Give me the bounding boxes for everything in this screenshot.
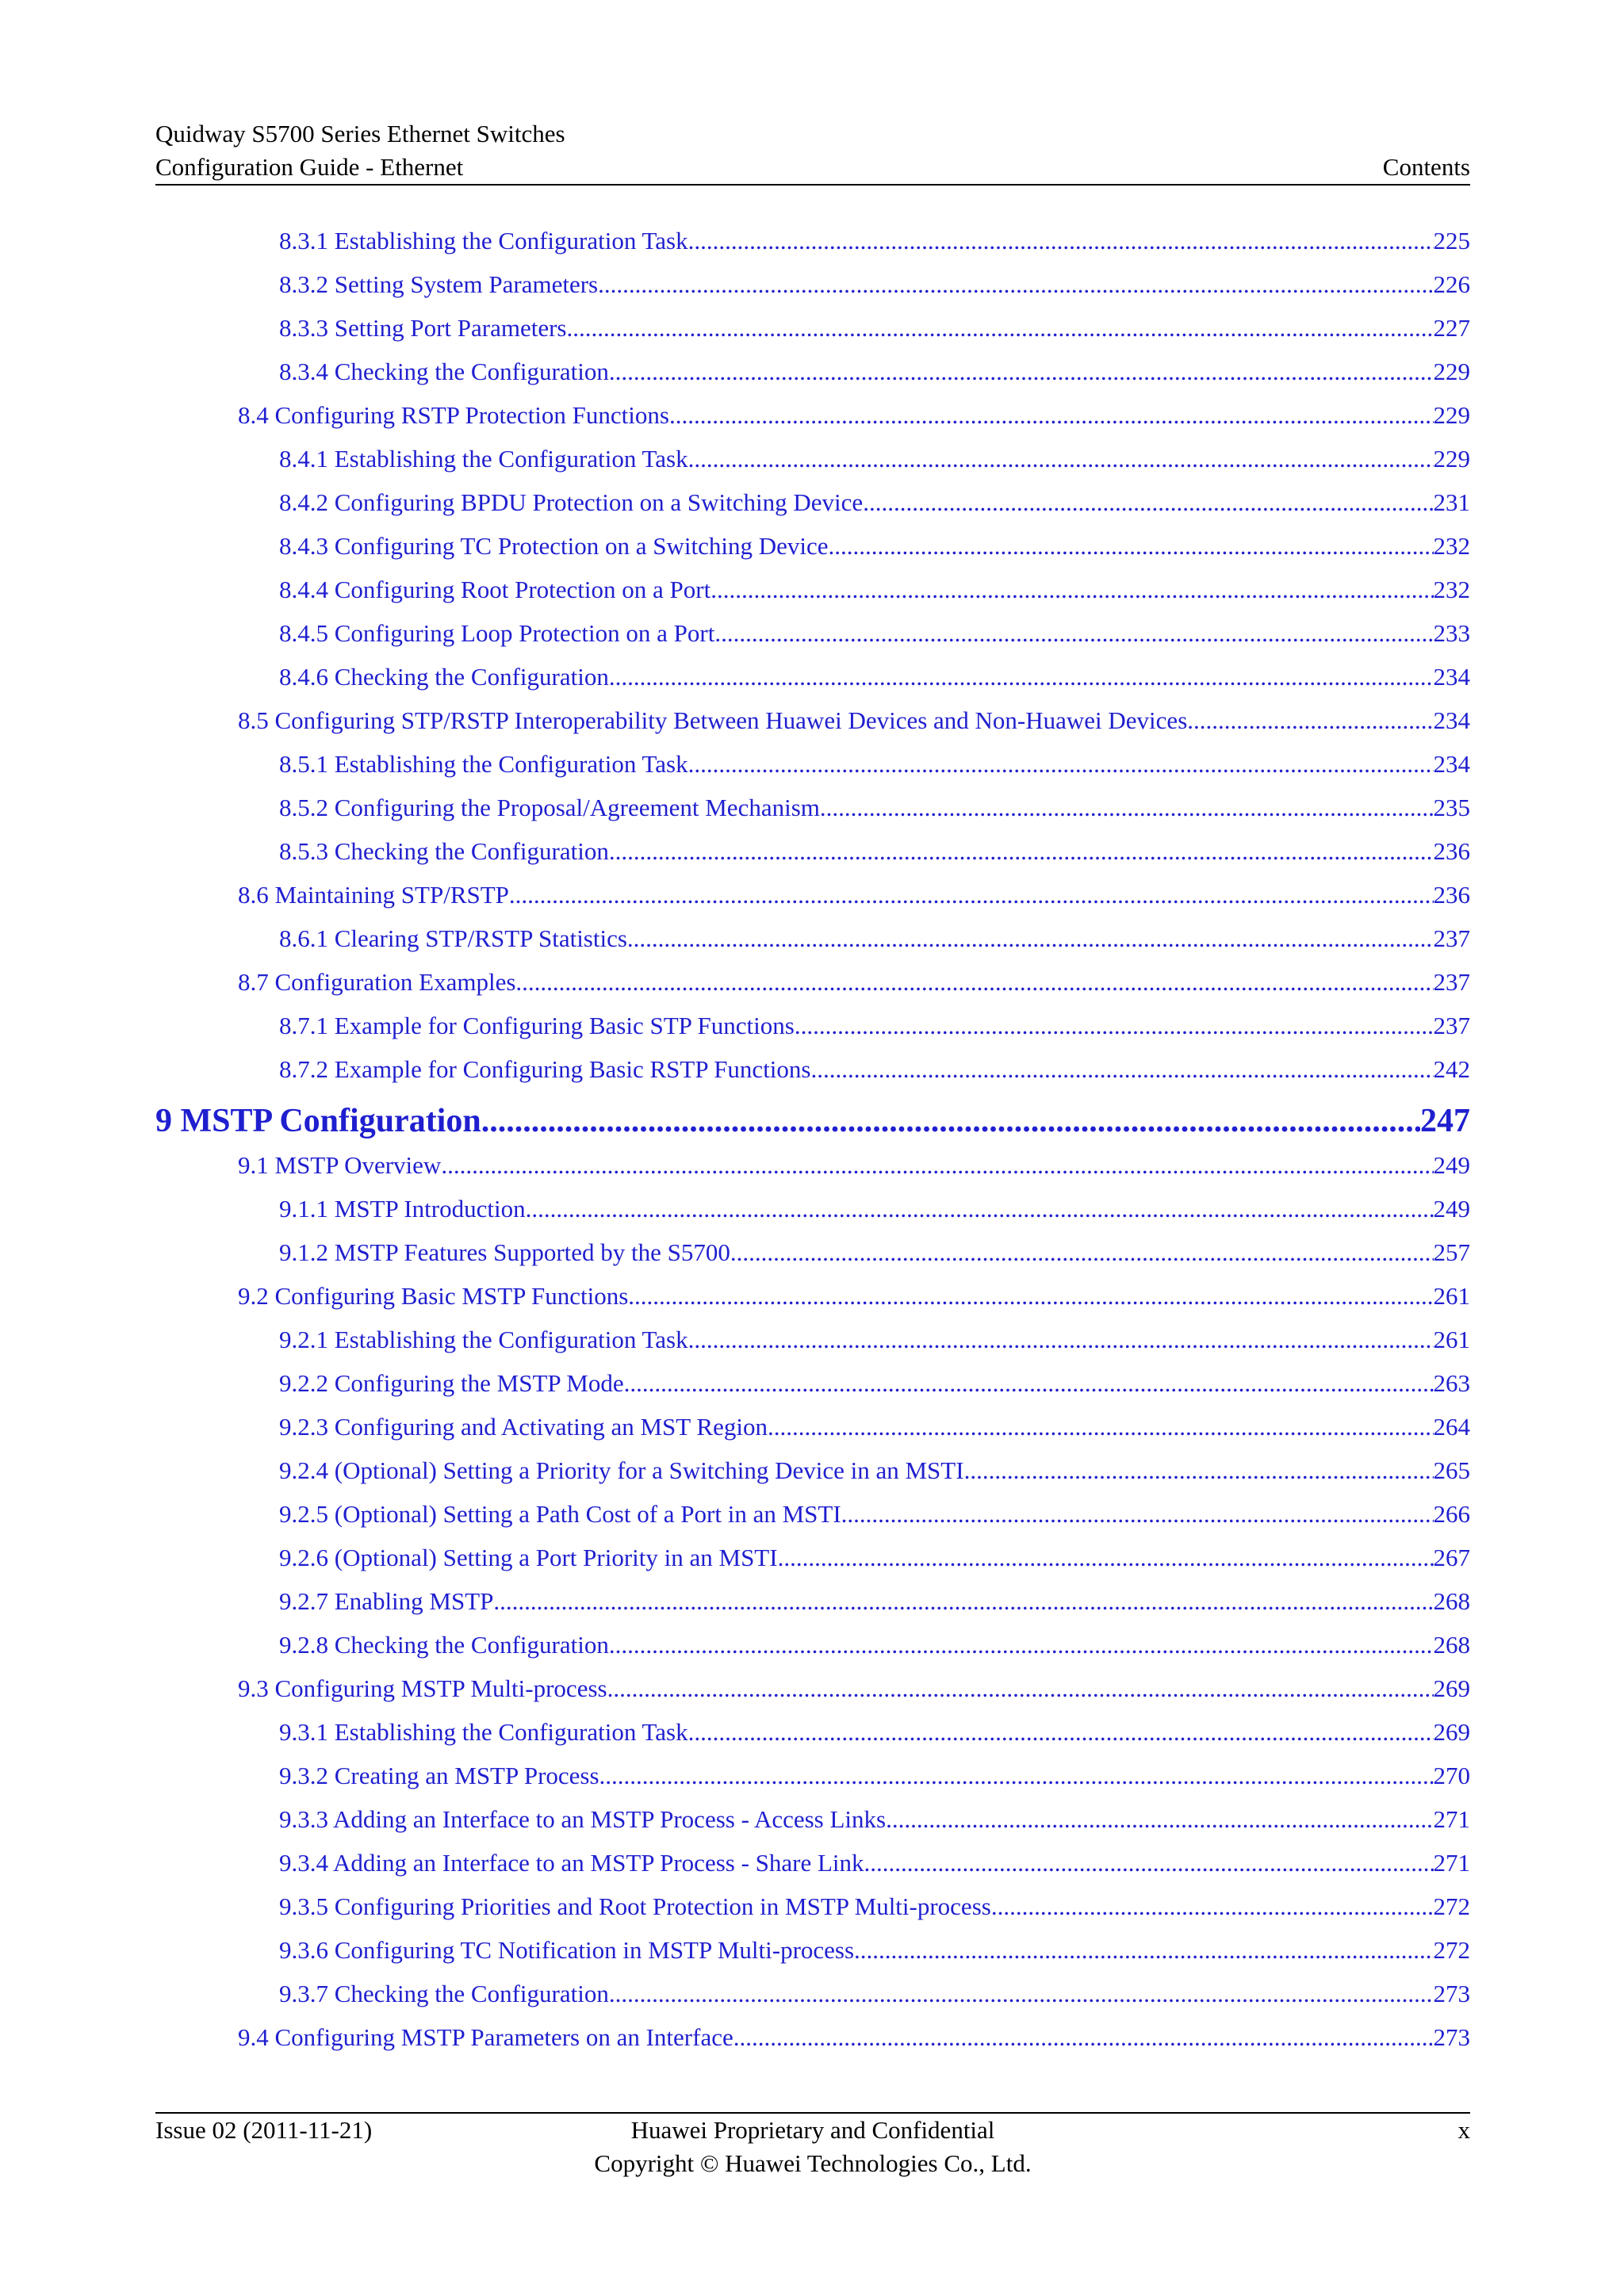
toc-entry-title: 8.4 Configuring RSTP Protection Functions [238, 401, 669, 429]
toc-entry-link[interactable] [155, 532, 1470, 576]
toc-entry-link[interactable] [155, 401, 1470, 445]
dot-leader [599, 1762, 1434, 1790]
dot-leader [810, 1055, 1433, 1084]
toc-entry-title: 8.3.2 Setting System Parameters [279, 270, 599, 298]
toc-entry-link[interactable] [155, 358, 1470, 401]
toc-entry-page: 234 [1433, 750, 1470, 778]
toc-entry-title: 8.6 Maintaining STP/RSTP [238, 881, 509, 909]
toc-entry-page: 231 [1433, 488, 1470, 516]
dot-leader [669, 401, 1434, 430]
dot-leader [493, 1587, 1433, 1616]
toc-entry-page: 237 [1433, 968, 1470, 996]
toc-entry-page: 229 [1433, 358, 1470, 385]
toc-entry-title: 9.2.3 Configuring and Activating an MST Region [279, 1413, 768, 1441]
toc-entry-title: 8.3.4 Checking the Configuration [279, 358, 609, 385]
dot-leader [768, 1413, 1434, 1441]
dot-leader [964, 1456, 1434, 1485]
dot-leader [886, 1805, 1433, 1834]
dot-leader [609, 663, 1434, 691]
toc-entry-title: 9.1 MSTP Overview [238, 1151, 442, 1179]
toc-entry-title: 9.3.5 Configuring Priorities and Root Protection in MSTP Multi-process [279, 1892, 991, 1920]
toc-entry-page: 273 [1433, 1980, 1470, 2007]
toc-entry-link[interactable] [155, 706, 1470, 750]
toc-entry-title: 8.3.1 Establishing the Configuration Task [279, 227, 688, 254]
toc-entry-page: 261 [1433, 1326, 1470, 1353]
toc-entry-link[interactable] [155, 1849, 1470, 1892]
toc-entry-title: 9.3.6 Configuring TC Notification in MSTP Multi-process [279, 1936, 855, 1964]
page-number: x [1457, 2116, 1470, 2144]
dot-leader [778, 1544, 1434, 1572]
dot-leader [609, 358, 1434, 386]
toc-entry-link[interactable] [155, 2023, 1470, 2067]
dot-leader [624, 1369, 1434, 1398]
toc-entry-page: 271 [1433, 1805, 1470, 1833]
section-label: Contents [1382, 153, 1470, 181]
dot-leader [841, 1500, 1434, 1529]
toc-entry-page: 268 [1433, 1631, 1470, 1659]
toc-entry-page: 236 [1433, 881, 1470, 909]
toc-entry-link[interactable] [155, 1238, 1470, 1282]
toc-entry-page: 237 [1433, 1012, 1470, 1039]
toc-entry-title: 8.4.1 Establishing the Configuration Task [279, 445, 688, 473]
toc-entry-title: 8.5 Configuring STP/RSTP Interoperability Between Huawei Devices and Non-Huawei Devices [238, 706, 1188, 734]
toc-entry-link[interactable] [155, 1631, 1470, 1674]
header-row [155, 151, 1470, 184]
toc-entry-page: 271 [1433, 1849, 1470, 1877]
toc-entry-title: 9.2.7 Enabling MSTP [279, 1587, 494, 1615]
toc-entry-title: 8.7 Configuration Examples [238, 968, 516, 996]
toc-entry-page: 227 [1433, 314, 1470, 342]
toc-entry-link[interactable] [155, 1674, 1470, 1718]
toc-entry-title: 8.7.1 Example for Configuring Basic STP Functions [279, 1012, 795, 1039]
toc-chapter-link[interactable] [155, 1099, 1470, 1151]
dot-leader [441, 1151, 1433, 1180]
toc-entry-page: 247 [1420, 1103, 1470, 1139]
dot-leader [566, 314, 1433, 342]
dot-leader [481, 1102, 1420, 1140]
toc-entry-page: 249 [1433, 1151, 1470, 1179]
toc-entry-link[interactable] [155, 1936, 1470, 1980]
toc-entry-page: 266 [1433, 1500, 1470, 1528]
toc-entry-page: 269 [1433, 1718, 1470, 1746]
toc-entry-page: 234 [1433, 706, 1470, 734]
toc-entry-link[interactable] [155, 270, 1470, 314]
toc-entry-title: 9.1.2 MSTP Features Supported by the S5700 [279, 1238, 730, 1266]
toc-entry-link[interactable] [155, 924, 1470, 968]
toc-entry-page: 265 [1433, 1456, 1470, 1484]
toc-entry-link[interactable] [155, 314, 1470, 358]
toc-entry-link[interactable] [155, 1544, 1470, 1587]
toc-entry-page: 270 [1433, 1762, 1470, 1789]
header-divider [155, 184, 1470, 186]
toc-entry-page: 236 [1433, 837, 1470, 865]
dot-leader [688, 1326, 1434, 1354]
toc-entry-title: 8.4.3 Configuring TC Protection on a Switching Device [279, 532, 829, 560]
toc-entry-page: 226 [1433, 270, 1470, 298]
toc-entry-link[interactable] [155, 794, 1470, 837]
page-header [155, 117, 1470, 184]
toc-entry-link[interactable] [155, 1587, 1470, 1631]
toc-entry-title: 9.2.4 (Optional) Setting a Priority for a Switching Device in an MSTI [279, 1456, 964, 1484]
toc-entry-title: 8.6.1 Clearing STP/RSTP Statistics [279, 924, 627, 952]
toc-entry-link[interactable] [155, 1055, 1470, 1099]
copyright-notice: Copyright © Huawei Technologies Co., Ltd. [594, 2149, 1032, 2177]
toc-entry-page: 232 [1433, 576, 1470, 603]
toc-entry-link[interactable] [155, 488, 1470, 532]
dot-leader [526, 1195, 1434, 1223]
toc-entry-link[interactable] [155, 837, 1470, 881]
dot-leader [864, 1849, 1434, 1877]
toc-entry-page: 229 [1433, 445, 1470, 473]
toc-entry-title: 9.3 Configuring MSTP Multi-process [238, 1674, 607, 1702]
toc-entry-title: 8.7.2 Example for Configuring Basic RSTP Functions [279, 1055, 811, 1083]
guide-title: Configuration Guide - Ethernet [155, 153, 464, 181]
toc-entry-page: 234 [1433, 663, 1470, 691]
dot-leader [598, 270, 1433, 299]
toc-entry-page: 249 [1433, 1195, 1470, 1223]
toc-entry-link[interactable] [155, 227, 1470, 270]
dot-leader [688, 750, 1434, 779]
product-title: Quidway S5700 Series Ethernet Switches [155, 120, 565, 147]
toc-entry-page: 264 [1433, 1413, 1470, 1441]
toc-entry-title: 8.4.4 Configuring Root Protection on a Port [279, 576, 711, 603]
toc-entry-page: 229 [1433, 401, 1470, 429]
toc-entry-page: 268 [1433, 1587, 1470, 1615]
toc-entry-link[interactable] [155, 1195, 1470, 1238]
toc-entry-link[interactable] [155, 1892, 1470, 1936]
toc-entry-title: 9.2 Configuring Basic MSTP Functions [238, 1282, 629, 1310]
toc-entry-link[interactable] [155, 1980, 1470, 2023]
dot-leader [710, 576, 1433, 604]
toc-entry-link[interactable] [155, 576, 1470, 619]
toc-entry-page: 237 [1433, 924, 1470, 952]
toc-entry-title: 9.2.2 Configuring the MSTP Mode [279, 1369, 624, 1397]
toc-entry-link[interactable] [155, 750, 1470, 794]
toc-entry-title: 8.4.2 Configuring BPDU Protection on a Switching Device [279, 488, 864, 516]
dot-leader [820, 794, 1434, 822]
toc-entry-link[interactable] [155, 1500, 1470, 1544]
toc-entry-link[interactable] [155, 619, 1470, 663]
toc-entry-page: 235 [1433, 794, 1470, 821]
dot-leader [609, 1631, 1434, 1659]
toc-entry-link[interactable] [155, 1151, 1470, 1195]
toc-entry-title: 9.3.3 Adding an Interface to an MSTP Process - Access Links [279, 1805, 887, 1833]
toc-entry-link[interactable] [155, 881, 1470, 924]
dot-leader [515, 968, 1433, 997]
dot-leader [863, 488, 1433, 517]
toc-entry-link[interactable] [155, 663, 1470, 706]
toc-entry-title: 9.3.4 Adding an Interface to an MSTP Process - Share Link [279, 1849, 864, 1877]
toc-entry-link[interactable] [155, 1718, 1470, 1762]
toc-entry-page: 257 [1433, 1238, 1470, 1266]
toc-entry-link[interactable] [155, 968, 1470, 1012]
toc-entry-title: 9.2.5 (Optional) Setting a Path Cost of a Port in an MSTI [279, 1500, 841, 1528]
toc-entry-link[interactable] [155, 445, 1470, 488]
toc-entry-page: 269 [1433, 1674, 1470, 1702]
toc-entry-page: 272 [1433, 1936, 1470, 1964]
toc-entry-link[interactable] [155, 1413, 1470, 1456]
dot-leader [607, 1674, 1434, 1703]
toc-entry-link[interactable] [155, 1326, 1470, 1369]
dot-leader [854, 1936, 1433, 1965]
dot-leader [688, 445, 1434, 473]
toc-entry-page: 233 [1433, 619, 1470, 647]
dot-leader [1187, 706, 1433, 735]
dot-leader [795, 1012, 1434, 1040]
dot-leader [509, 881, 1434, 909]
toc-entry-title: 9.3.7 Checking the Configuration [279, 1980, 609, 2007]
toc-entry-link[interactable] [155, 1762, 1470, 1805]
table-of-contents [155, 227, 1470, 2067]
toc-entry-page: 273 [1433, 2023, 1470, 2051]
toc-entry-link[interactable] [155, 1282, 1470, 1326]
toc-entry-link[interactable] [155, 1012, 1470, 1055]
toc-entry-title: 8.4.5 Configuring Loop Protection on a Port [279, 619, 715, 647]
dot-leader [688, 1718, 1434, 1747]
dot-leader [714, 619, 1433, 648]
dot-leader [628, 1282, 1433, 1311]
dot-leader [829, 532, 1434, 561]
issue-date: Issue 02 (2011-11-21) [155, 2116, 373, 2144]
toc-entry-title: 9 MSTP Configuration [155, 1103, 481, 1139]
dot-leader [609, 1980, 1434, 2008]
toc-entry-page: 261 [1433, 1282, 1470, 1310]
toc-entry-title: 8.5.2 Configuring the Proposal/Agreement Mechanism [279, 794, 820, 821]
toc-entry-title: 9.2.8 Checking the Configuration [279, 1631, 609, 1659]
toc-entry-page: 225 [1433, 227, 1470, 254]
toc-entry-link[interactable] [155, 1456, 1470, 1500]
toc-entry-title: 8.4.6 Checking the Configuration [279, 663, 609, 691]
toc-entry-title: 8.5.1 Establishing the Configuration Task [279, 750, 688, 778]
toc-entry-title: 8.3.3 Setting Port Parameters [279, 314, 567, 342]
footer-center [155, 2114, 1470, 2180]
toc-entry-title: 9.2.1 Establishing the Configuration Task [279, 1326, 688, 1353]
dot-leader [627, 924, 1434, 953]
dot-leader [609, 837, 1434, 866]
toc-entry-title: 8.5.3 Checking the Configuration [279, 837, 609, 865]
toc-entry-link[interactable] [155, 1369, 1470, 1413]
toc-entry-page: 232 [1433, 532, 1470, 560]
dot-leader [991, 1892, 1434, 1921]
toc-entry-title: 9.3.2 Creating an MSTP Process [279, 1762, 599, 1789]
toc-entry-page: 263 [1433, 1369, 1470, 1397]
toc-entry-title: 9.2.6 (Optional) Setting a Port Priority in an MSTI [279, 1544, 778, 1571]
dot-leader [730, 1238, 1434, 1267]
confidential-notice: Huawei Proprietary and Confidential [630, 2116, 995, 2144]
toc-entry-title: 9.4 Configuring MSTP Parameters on an Interface [238, 2023, 733, 2051]
toc-entry-title: 9.1.1 MSTP Introduction [279, 1195, 526, 1223]
toc-entry-page: 242 [1433, 1055, 1470, 1083]
toc-entry-link[interactable] [155, 1805, 1470, 1849]
toc-entry-page: 267 [1433, 1544, 1470, 1571]
dot-leader [733, 2023, 1434, 2052]
toc-entry-page: 272 [1433, 1892, 1470, 1920]
toc-entry-title: 9.3.1 Establishing the Configuration Task [279, 1718, 688, 1746]
dot-leader [688, 227, 1434, 255]
